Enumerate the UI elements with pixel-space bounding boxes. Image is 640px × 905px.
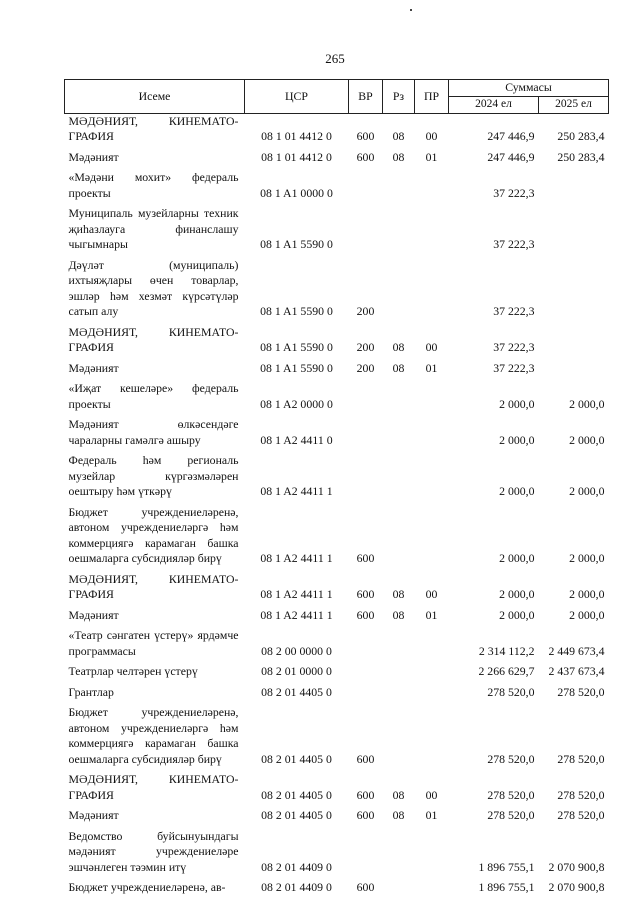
row-amount-2024: 37 222,3	[493, 237, 535, 251]
row-csr: 08 2 01 4405 0	[261, 751, 332, 766]
row-vr: 600	[356, 587, 375, 601]
row-rz: 08	[392, 808, 405, 822]
row-rz	[383, 685, 415, 701]
table-row	[65, 505, 609, 567]
row-csr: 08 1 A2 4411 0	[260, 432, 333, 447]
row-amount-2025	[539, 206, 609, 253]
row-amount-2025	[539, 170, 609, 201]
row-amount-2025: 278 520,0	[557, 787, 605, 802]
row-amount-2025: 2 070 900,8	[548, 880, 605, 894]
row-amount-2025: 250 283,4	[557, 149, 605, 164]
row-amount-2025: 2 000,0	[569, 607, 605, 622]
row-pr	[415, 381, 449, 412]
row-pr	[415, 880, 449, 896]
row-csr: 08 1 A1 5590 0	[260, 360, 333, 375]
header-name: Исеме	[65, 80, 245, 114]
row-amount-2024: 247 446,9	[487, 149, 535, 164]
row-name: Мәдәният	[68, 149, 119, 164]
row-rz	[383, 206, 415, 253]
row-name: Муниципаль музейларны техник җиһазлауга финанслашу чыгымнары	[68, 206, 239, 251]
row-name: МӘДӘНИЯТ, КИНЕМАТО-ГРАФИЯ	[68, 324, 239, 354]
scan-speck	[410, 9, 412, 11]
row-name: Ведомство буйсынуындагы мәдәният учреждениеләре эшчәнлеген тәэмин итү	[68, 828, 239, 874]
row-amount-2024: 2 000,0	[499, 432, 535, 447]
row-csr: 08 1 A2 4411 1	[260, 607, 333, 622]
row-vr	[349, 685, 383, 701]
table-row	[65, 113, 609, 145]
table-header	[65, 80, 609, 114]
row-rz	[383, 880, 415, 896]
table-row	[65, 628, 609, 659]
row-name: Мәдәният	[68, 360, 119, 375]
row-amount-2025: 278 520,0	[557, 808, 605, 822]
row-amount-2025: 2 000,0	[569, 587, 605, 601]
row-name: Бюджет учреждениеләренә, ав-	[68, 880, 226, 894]
row-amount-2025: 2 070 900,8	[548, 859, 605, 874]
row-rz: 08	[392, 587, 405, 601]
row-rz: 08	[392, 787, 405, 802]
row-amount-2024: 2 000,0	[499, 587, 535, 601]
row-name: МӘДӘНИЯТ, КИНЕМАТО-ГРАФИЯ	[68, 772, 239, 802]
row-csr: 08 1 A2 0000 0	[260, 396, 333, 411]
row-rz	[383, 505, 415, 567]
row-amount-2025: 2 000,0	[569, 396, 605, 411]
row-pr	[415, 417, 449, 448]
row-vr	[349, 206, 383, 253]
row-vr: 200	[356, 340, 375, 354]
table-row	[65, 608, 609, 624]
row-vr: 600	[356, 607, 375, 622]
table-row	[65, 808, 609, 824]
row-vr: 600	[356, 751, 375, 766]
row-csr: 08 1 01 4412 0	[261, 149, 332, 164]
table-row	[65, 150, 609, 166]
row-name: МӘДӘНИЯТ, КИНЕМАТО-ГРАФИЯ	[68, 571, 239, 601]
row-name: Федераль һәм региональ музейлар күргәзмәләрен оештыру һәм үткәрү	[68, 453, 239, 498]
table-row	[65, 170, 609, 201]
table-row	[65, 206, 609, 253]
row-rz	[383, 381, 415, 412]
row-csr: 08 2 01 4409 0	[261, 880, 332, 894]
row-rz	[383, 258, 415, 320]
row-csr: 08 2 01 4405 0	[261, 808, 332, 822]
row-vr: 600	[356, 149, 375, 164]
header-sums: Суммасы	[449, 80, 609, 97]
header-csr: ЦСР	[245, 80, 349, 114]
row-vr	[349, 829, 383, 876]
row-amount-2025: 2 449 673,4	[548, 643, 605, 658]
row-csr: 08 2 01 0000 0	[261, 664, 332, 678]
table-row	[65, 685, 609, 701]
row-vr: 600	[356, 808, 375, 822]
row-rz: 08	[392, 149, 405, 164]
row-pr	[415, 505, 449, 567]
row-csr: 08 2 01 4405 0	[261, 787, 332, 802]
row-pr: 01	[425, 808, 438, 822]
row-pr: 00	[425, 340, 438, 354]
row-name: МӘДӘНИЯТ, КИНЕМАТО-ГРАФИЯ	[68, 113, 239, 143]
row-name: «Мәдәни мохит» федераль проекты	[68, 170, 239, 200]
row-amount-2025: 278 520,0	[557, 684, 605, 699]
table-row	[65, 258, 609, 320]
row-amount-2025	[539, 325, 609, 356]
header-year-2024: 2024 ел	[449, 97, 539, 114]
row-rz	[383, 170, 415, 201]
row-csr: 08 1 01 4412 0	[261, 129, 332, 143]
row-pr	[415, 685, 449, 701]
row-rz	[383, 829, 415, 876]
row-vr	[349, 628, 383, 659]
row-amount-2024: 2 000,0	[499, 607, 535, 622]
header-rz: Рз	[383, 80, 415, 114]
row-amount-2024: 278 520,0	[487, 787, 535, 802]
row-rz: 08	[392, 607, 405, 622]
row-pr	[415, 206, 449, 253]
row-amount-2024: 2 000,0	[499, 551, 535, 565]
row-rz	[383, 664, 415, 680]
row-amount-2024: 37 222,3	[493, 340, 535, 354]
table-row	[65, 572, 609, 603]
row-amount-2024: 37 222,3	[493, 185, 535, 200]
table-row	[65, 361, 609, 377]
row-vr: 200	[356, 304, 375, 318]
table-row	[65, 772, 609, 803]
row-amount-2024: 2 266 629,7	[478, 664, 535, 678]
row-pr	[415, 829, 449, 876]
row-amount-2024: 278 520,0	[487, 684, 535, 699]
row-vr	[349, 453, 383, 500]
row-amount-2025: 2 000,0	[569, 484, 605, 498]
row-vr: 600	[356, 129, 375, 143]
row-amount-2024: 2 314 112,2	[478, 643, 535, 658]
table-row	[65, 381, 609, 412]
row-rz	[383, 705, 415, 767]
row-name: Бюджет учреждениеләренә, автоном учреждениеләргә һәм коммерциягә карамаган башка оешмаларга субсидияләр бирү	[68, 504, 239, 565]
row-csr: 08 1 A2 4411 1	[260, 551, 333, 565]
header-vr: ВР	[349, 80, 383, 114]
row-rz	[383, 417, 415, 448]
row-csr: 08 1 A1 5590 0	[260, 237, 333, 251]
table-row	[65, 325, 609, 356]
table-row	[65, 705, 609, 767]
row-amount-2024: 37 222,3	[493, 304, 535, 318]
row-name: Бюджет учреждениеләренә, автоном учреждениеләргә һәм коммерциягә карамаган башка оешмаларга субсидияләр бирү	[68, 705, 239, 766]
row-name: Мәдәният өлкәсендәге чараларны гамәлгә ашыру	[68, 417, 239, 447]
header-pr: ПР	[415, 80, 449, 114]
row-csr: 08 2 00 0000 0	[261, 643, 332, 658]
row-amount-2024: 2 000,0	[499, 396, 535, 411]
row-pr: 01	[425, 360, 438, 375]
row-rz	[383, 453, 415, 500]
row-pr: 00	[425, 787, 438, 802]
row-pr	[415, 453, 449, 500]
row-name: Дәүләт (муниципаль) ихтыяҗлары өчен товарлар, эшләр һәм хезмәт күрсәтүләр сатып алу	[68, 257, 239, 318]
row-name: «Театр сәнгатен үстерү» ярдәмче программасы	[68, 628, 239, 658]
row-amount-2025	[539, 361, 609, 377]
row-pr	[415, 628, 449, 659]
row-amount-2025: 2 437 673,4	[548, 664, 605, 678]
row-pr: 01	[425, 149, 438, 164]
row-amount-2024: 1 896 755,1	[478, 880, 535, 894]
header-year-2025: 2025 ел	[539, 97, 609, 114]
row-csr: 08 2 01 4405 0	[261, 684, 332, 699]
budget-table	[64, 79, 609, 896]
row-rz: 08	[392, 360, 405, 375]
row-vr	[349, 381, 383, 412]
row-vr: 600	[356, 551, 375, 565]
row-vr: 600	[356, 787, 375, 802]
row-pr: 00	[425, 587, 438, 601]
table-body	[65, 113, 609, 896]
row-vr: 200	[356, 360, 375, 375]
row-name: Театрлар челтәрен үстерү	[68, 664, 198, 678]
row-csr: 08 1 A1 5590 0	[260, 340, 333, 354]
page-number: 265	[325, 51, 345, 66]
row-csr: 08 1 A2 4411 1	[260, 587, 333, 601]
row-pr: 01	[425, 607, 438, 622]
table-row	[65, 880, 609, 896]
row-rz	[383, 628, 415, 659]
row-csr: 08 1 A1 5590 0	[260, 304, 333, 318]
row-amount-2025	[539, 258, 609, 320]
row-vr: 600	[356, 880, 375, 894]
row-csr: 08 1 A1 0000 0	[260, 185, 333, 200]
row-amount-2025: 2 000,0	[569, 432, 605, 447]
row-csr: 08 2 01 4409 0	[261, 859, 332, 874]
row-pr	[415, 705, 449, 767]
row-amount-2025: 250 283,4	[557, 129, 605, 143]
row-amount-2024: 1 896 755,1	[478, 859, 535, 874]
table-row	[65, 453, 609, 500]
row-amount-2024: 247 446,9	[487, 129, 535, 143]
row-pr: 00	[425, 129, 438, 143]
table-row	[65, 417, 609, 448]
row-amount-2024: 2 000,0	[499, 484, 535, 498]
row-amount-2024: 37 222,3	[493, 360, 535, 375]
table-row	[65, 664, 609, 680]
row-vr	[349, 417, 383, 448]
row-pr	[415, 258, 449, 320]
row-rz: 08	[392, 340, 405, 354]
row-amount-2024: 278 520,0	[487, 808, 535, 822]
row-pr	[415, 170, 449, 201]
row-vr	[349, 664, 383, 680]
row-amount-2025: 2 000,0	[569, 551, 605, 565]
row-rz: 08	[392, 129, 405, 143]
row-vr	[349, 170, 383, 201]
row-name: «Иҗат кешеләре» федераль проекты	[68, 381, 239, 411]
table-row	[65, 829, 609, 876]
row-csr: 08 1 A2 4411 1	[260, 484, 333, 498]
row-name: Грантлар	[68, 684, 114, 699]
row-amount-2024: 278 520,0	[487, 751, 535, 766]
row-name: Мәдәният	[68, 808, 119, 822]
row-pr	[415, 664, 449, 680]
row-amount-2025: 278 520,0	[557, 751, 605, 766]
row-name: Мәдәният	[68, 607, 119, 622]
